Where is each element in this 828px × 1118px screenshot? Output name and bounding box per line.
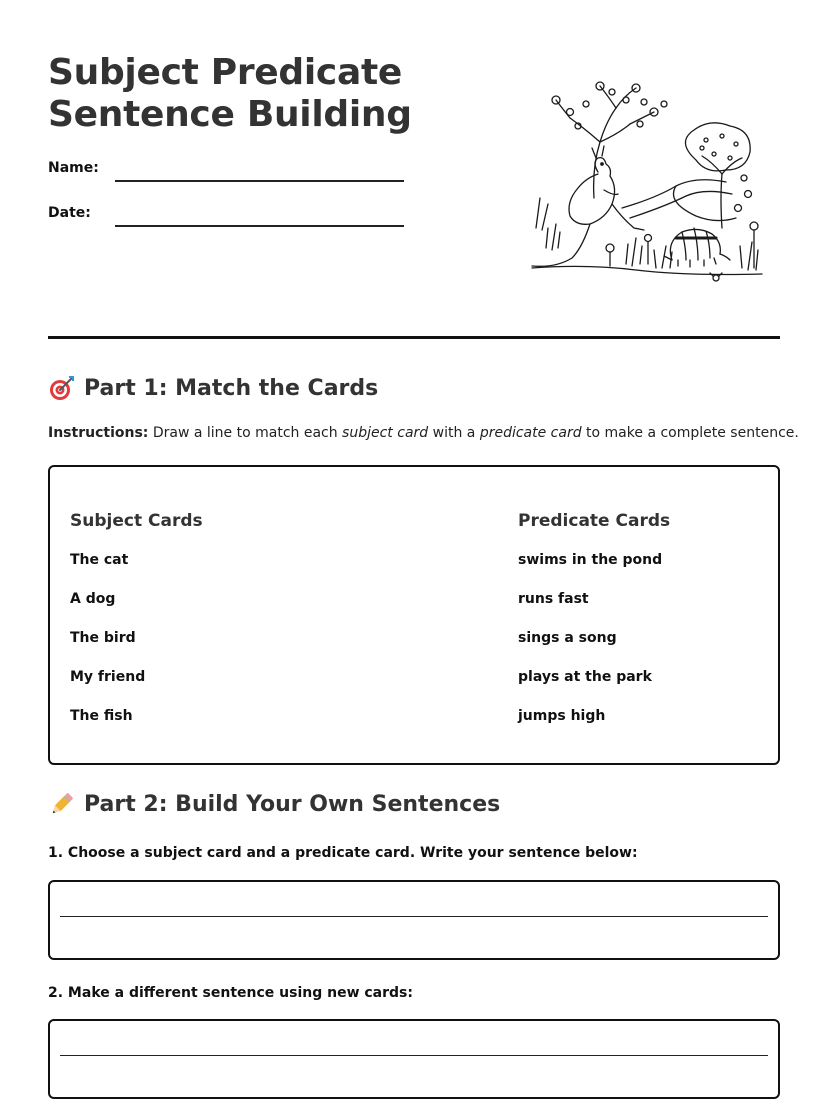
instructions-pre: Draw a line to match each <box>148 425 343 441</box>
part1-heading-text: Part 1: Match the Cards <box>84 375 379 401</box>
kangaroo-and-armadillo-landscape-illustration <box>526 78 766 290</box>
name-field[interactable] <box>48 160 408 184</box>
section-divider <box>48 336 780 339</box>
subject-cards-heading: Subject Cards <box>70 511 203 531</box>
answer-box-1[interactable] <box>48 880 780 960</box>
worksheet-page <box>48 0 799 1118</box>
predicate-card[interactable]: plays at the park <box>518 669 652 685</box>
question-2: 2. Make a different sentence using new cards: <box>48 985 413 1001</box>
pencil-icon <box>48 790 76 818</box>
instructions-post: to make a complete sentence. <box>581 425 799 441</box>
subject-card[interactable]: The cat <box>70 552 129 568</box>
predicate-cards-heading: Predicate Cards <box>518 511 671 531</box>
predicate-card[interactable]: sings a song <box>518 630 617 646</box>
answer-write-line[interactable] <box>60 916 768 917</box>
date-label: Date: <box>48 205 91 221</box>
instructions-mid: with a <box>428 425 480 441</box>
subject-card[interactable]: The fish <box>70 708 133 724</box>
subject-card[interactable]: A dog <box>70 591 116 607</box>
subject-card[interactable]: The bird <box>70 630 136 646</box>
name-write-line[interactable] <box>115 180 404 182</box>
instructions-subject-term: subject card <box>342 425 429 441</box>
predicate-card[interactable]: jumps high <box>518 708 606 724</box>
match-cards-box <box>48 465 780 765</box>
instructions-predicate-term: predicate card <box>479 425 582 441</box>
name-label: Name: <box>48 160 99 176</box>
title-line-1: Subject Predicate <box>48 52 402 93</box>
instructions-text <box>48 425 799 441</box>
part2-heading-text: Part 2: Build Your Own Sentences <box>84 791 501 817</box>
answer-write-line[interactable] <box>60 1055 768 1056</box>
predicate-card[interactable]: swims in the pond <box>518 552 663 568</box>
subject-cards-column <box>70 511 203 738</box>
part1-heading <box>48 374 378 402</box>
date-field[interactable] <box>48 205 408 229</box>
page-title <box>48 52 508 136</box>
target-dart-icon <box>48 374 76 402</box>
answer-box-2[interactable] <box>48 1019 780 1099</box>
question-1: 1. Choose a subject card and a predicate card. Write your sentence below: <box>48 845 638 861</box>
instructions-label: Instructions: <box>48 425 149 441</box>
title-line-2: Sentence Building <box>48 94 412 135</box>
predicate-cards-column <box>518 511 670 738</box>
subject-card[interactable]: My friend <box>70 669 146 685</box>
predicate-card[interactable]: runs fast <box>518 591 589 607</box>
date-write-line[interactable] <box>115 225 404 227</box>
part2-heading <box>48 790 500 818</box>
